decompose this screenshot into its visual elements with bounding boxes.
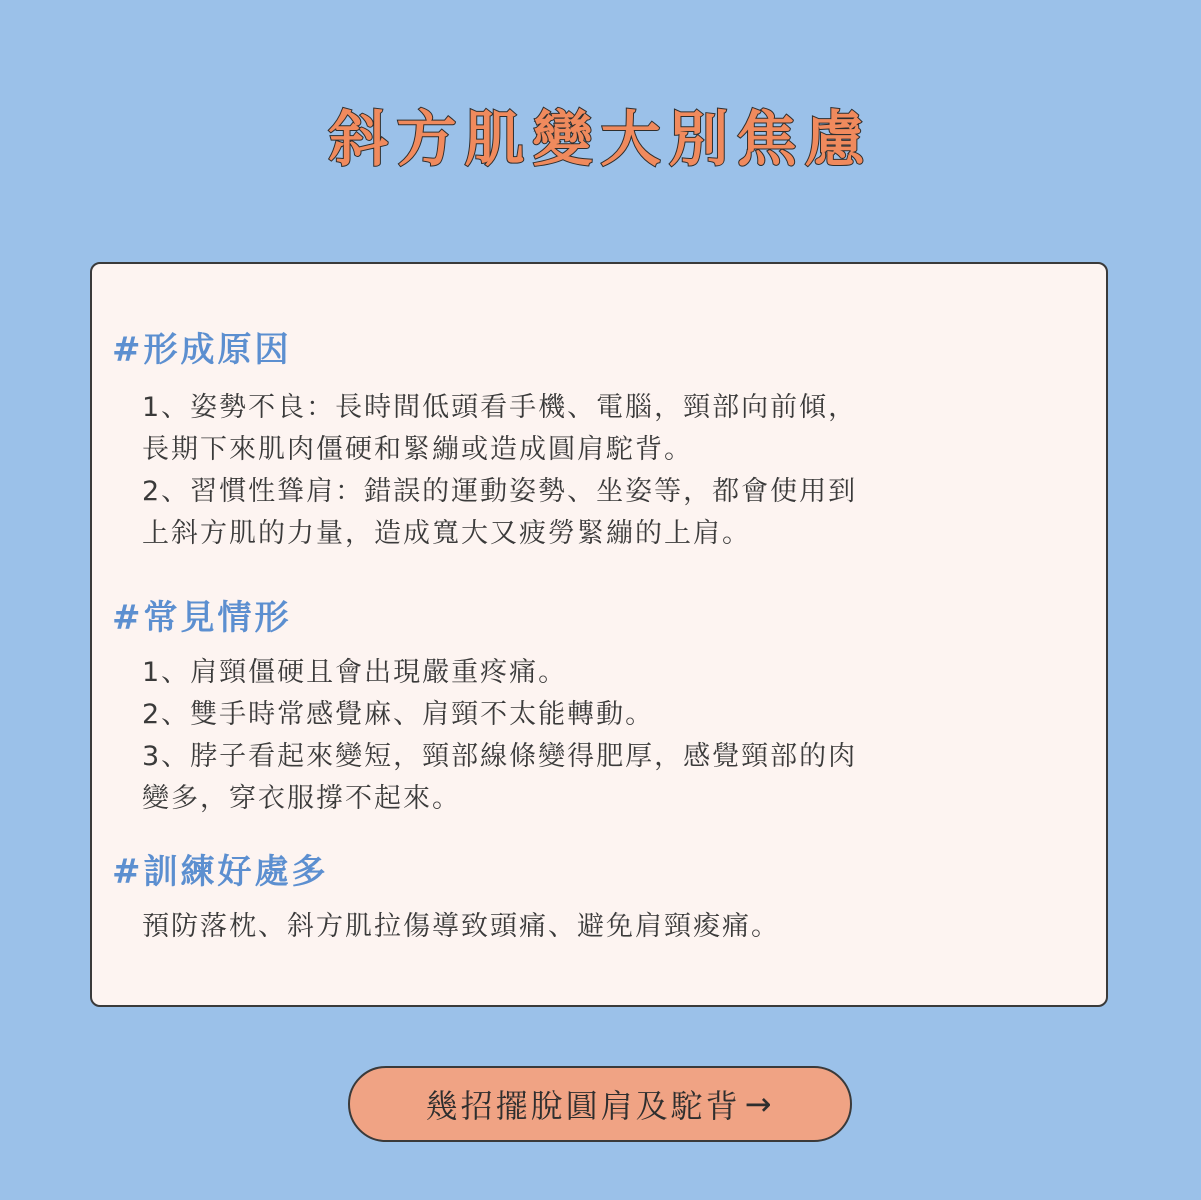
causes-line: 1、姿勢不良：長時間低頭看手機、電腦，頸部向前傾，: [142, 392, 858, 423]
section-heading-benefits: #訓練好處多: [112, 852, 329, 892]
symptoms-line: 1、肩頸僵硬且會出現嚴重疼痛。: [142, 657, 568, 688]
section-heading-causes: #形成原因: [112, 330, 292, 370]
causes-line: 上斜方肌的力量，造成寬大又疲勞緊繃的上肩。: [142, 518, 751, 549]
arrow-right-icon: →: [744, 1085, 775, 1123]
cta-speech-bubble[interactable]: [348, 1066, 852, 1142]
cta-label: 幾招擺脫圓肩及駝背: [425, 1087, 741, 1125]
symptoms-line: 3、脖子看起來變短，頸部線條變得肥厚，感覺頸部的肉: [142, 741, 858, 772]
symptoms-line: 變多，穿衣服撐不起來。: [142, 783, 461, 814]
symptoms-line: 2、雙手時常感覺麻、肩頸不太能轉動。: [142, 699, 655, 730]
benefits-line: 預防落枕、斜方肌拉傷導致頭痛、避免肩頸痠痛。: [142, 911, 780, 942]
section-heading-symptoms: #常見情形: [112, 598, 292, 638]
section-body-symptoms: [142, 652, 972, 820]
page-title: 斜方肌變大別焦慮: [328, 105, 873, 175]
section-body-causes: [142, 387, 972, 555]
causes-line: 2、習慣性聳肩：錯誤的運動姿勢、坐姿等，都會使用到: [142, 476, 858, 507]
causes-line: 長期下來肌肉僵硬和緊繃或造成圓肩駝背。: [142, 434, 693, 465]
section-body-benefits: [142, 906, 972, 948]
